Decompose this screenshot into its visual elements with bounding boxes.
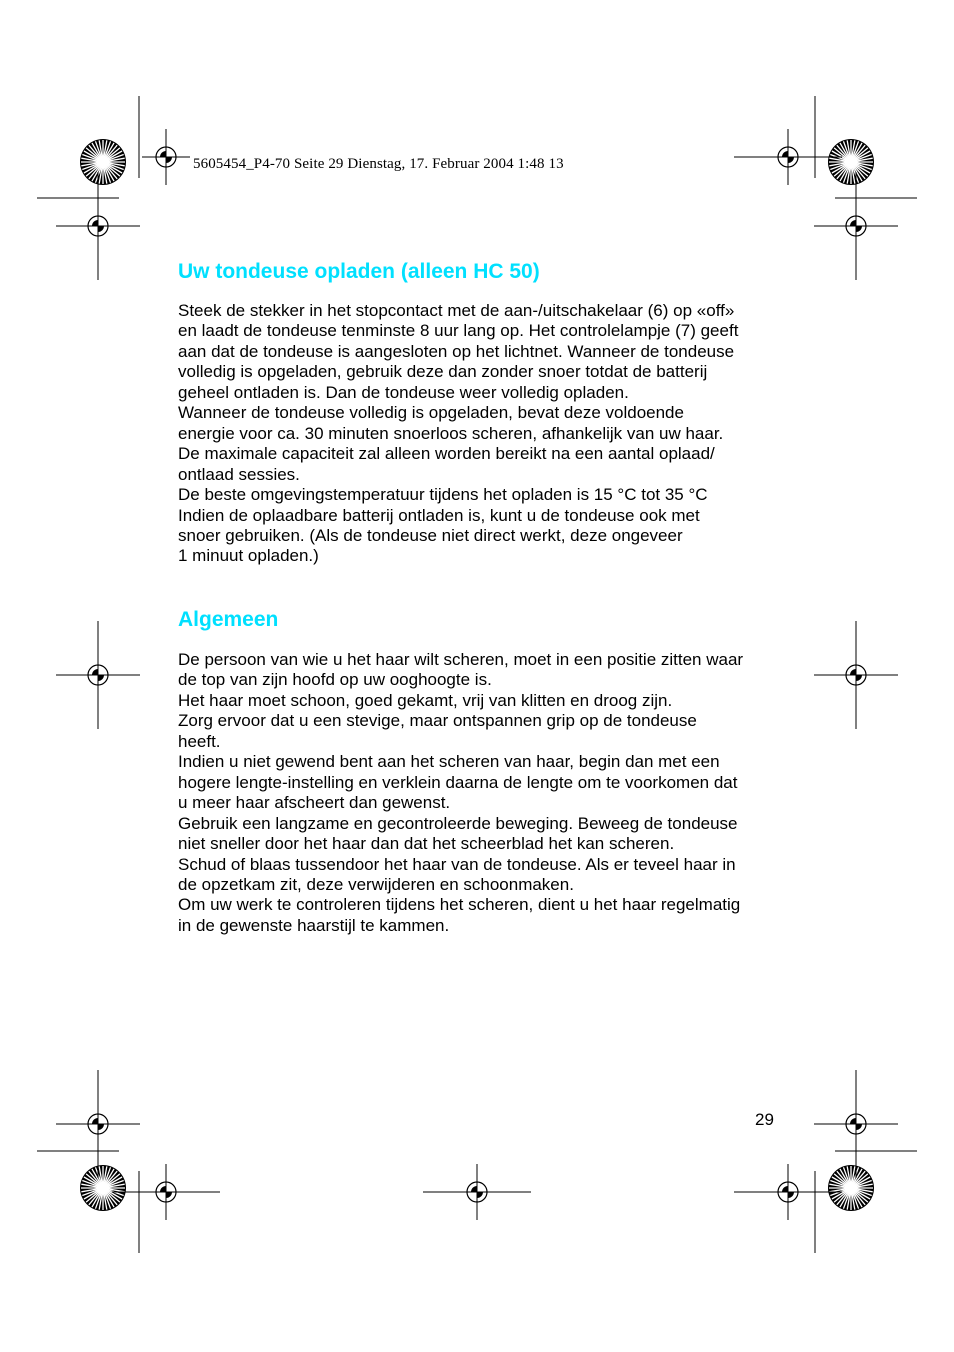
text-line: de top van zijn hoofd op uw ooghoogte is. — [178, 670, 492, 690]
registration-quadrant — [92, 669, 98, 675]
registration-quadrant — [856, 1124, 862, 1130]
registration-quadrant — [477, 1192, 483, 1198]
text-line: Schud of blaas tussendoor het haar van de tondeuse. Als er teveel haar in — [178, 854, 736, 874]
registration-quadrant — [92, 1118, 98, 1124]
text-line: Indien u niet gewend bent aan het scheren van haar, begin dan met een — [178, 752, 720, 772]
section-heading-charging: Uw tondeuse opladen (alleen HC 50) — [178, 260, 540, 283]
page-number: 29 — [755, 1110, 774, 1129]
text-line: Steek de stekker in het stopcontact met de aan-/uitschakelaar (6) op «off» — [178, 301, 735, 320]
text-line: De maximale capaciteit zal alleen worden bereikt na een aantal oplaad/ — [178, 444, 715, 464]
text-line: hogere lengte-instelling en verklein daarna de lengte om te voorkomen dat — [178, 772, 738, 792]
text-line: de opzetkam zit, deze verwijderen en schoonmaken. — [178, 874, 574, 894]
text-line: snoer gebruiken. (Als de tondeuse niet direct werkt, deze ongeveer — [178, 525, 683, 545]
registration-quadrant — [98, 1124, 104, 1130]
text-line: Zorg ervoor dat u een stevige, maar ontspannen grip op de tondeuse — [178, 711, 697, 731]
text-line: Gebruik een langzame en gecontroleerde beweging. Beweeg de tondeuse — [178, 813, 738, 833]
text-line: energie voor ca. 30 minuten snoerloos scheren, afhankelijk van uw haar. — [178, 423, 724, 443]
print-slug: 5605454_P4-70 Seite 29 Dienstag, 17. Februar 2004 1:48 13 — [193, 156, 564, 172]
text-line: geheel ontladen is. Dan de tondeuse weer volledig opladen. — [178, 382, 629, 402]
registration-quadrant — [98, 226, 104, 232]
text-line: De persoon van wie u het haar wilt scheren, moet in een positie zitten waar — [178, 650, 744, 669]
text-line: en laadt de tondeuse tenminste 8 uur lang op. Het controlelampje (7) geeft — [178, 321, 739, 341]
registration-quadrant — [160, 1186, 166, 1192]
text-line: volledig is opgeladen, gebruik deze dan zonder snoer totdat de batterij — [178, 362, 708, 382]
section-heading-general: Algemeen — [178, 608, 279, 631]
text-line: ontlaad sessies. — [178, 464, 300, 484]
registration-quadrant — [166, 1192, 172, 1198]
text-line: Om uw werk te controleren tijdens het scheren, dient u het haar regelmatig — [178, 895, 741, 915]
registration-quadrant — [788, 1192, 794, 1198]
text-line: Indien de oplaadbare batterij ontladen is, kunt u de tondeuse ook met — [178, 505, 700, 525]
text-line: u meer haar afscheert dan gewenst. — [178, 793, 451, 813]
text-line: Wanneer de tondeuse volledig is opgeladen, bevat deze voldoende — [178, 403, 684, 423]
text-line: niet sneller door het haar dan dat het scheerblad het kan scheren. — [178, 834, 675, 854]
registration-quadrant — [160, 151, 166, 157]
text-line: De beste omgevingstemperatuur tijdens het opladen is 15 °C tot 35 °C — [178, 485, 708, 505]
general-paragraph — [178, 650, 778, 936]
registration-quadrant — [471, 1186, 477, 1192]
registration-quadrant — [788, 157, 794, 163]
charging-paragraph — [178, 301, 778, 567]
registration-quadrant — [850, 1118, 856, 1124]
registration-quadrant — [782, 1186, 788, 1192]
registration-quadrant — [782, 151, 788, 157]
text-line: Het haar moet schoon, goed gekamt, vrij van klitten en droog zijn. — [178, 690, 673, 710]
registration-quadrant — [856, 226, 862, 232]
text-line: aan dat de tondeuse is aangesloten op het lichtnet. Wanneer de tondeuse — [178, 341, 735, 361]
text-line: 1 minuut opladen.) — [178, 546, 319, 566]
registration-quadrant — [166, 157, 172, 163]
text-line: in de gewenste haarstijl te kammen. — [178, 915, 450, 935]
registration-quadrant — [850, 220, 856, 226]
registration-quadrant — [92, 220, 98, 226]
registration-quadrant — [98, 675, 104, 681]
text-line: heeft. — [178, 731, 221, 751]
registration-quadrant — [856, 675, 862, 681]
registration-quadrant — [850, 669, 856, 675]
